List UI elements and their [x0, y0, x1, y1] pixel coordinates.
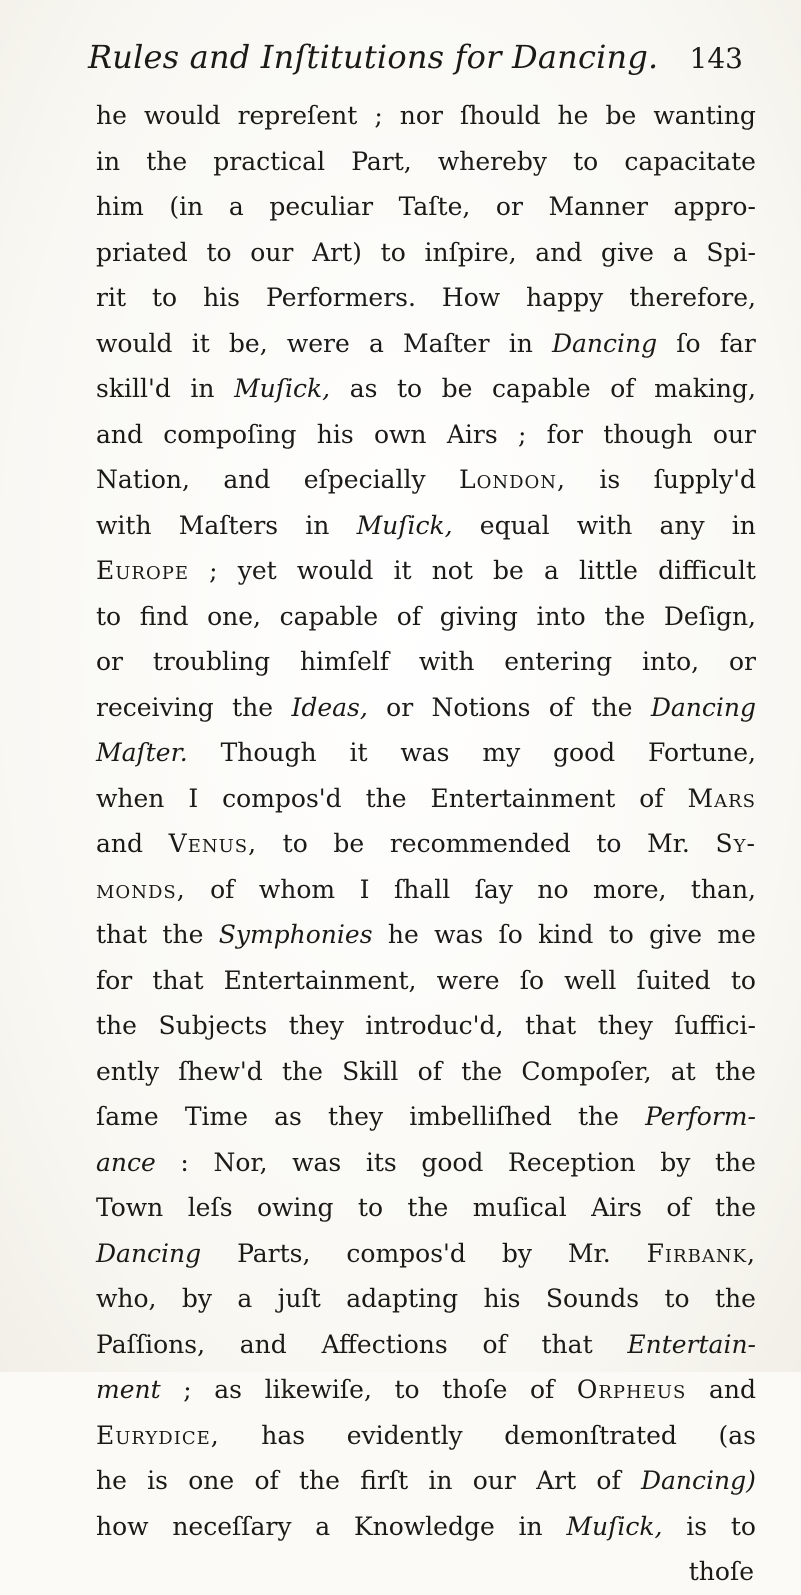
text-line: in the practical Part, whereby to capacitate	[96, 146, 756, 176]
text-line: Paſſions, and Affections of that Entertain-	[96, 1329, 756, 1359]
text-line: Dancing Parts, compos'd by Mr. Firbank,	[96, 1238, 756, 1268]
text-line: the Subjects they introduc'd, that they ſuffici-	[96, 1011, 756, 1040]
text-line: with Maſters in Muſick, equal with any in	[96, 510, 756, 540]
running-head	[88, 38, 743, 88]
text-line: to find one, capable of giving into the Deſign,	[96, 601, 756, 631]
text-line: Europe ; yet would it not be a little difficult	[96, 556, 756, 585]
text-line: ment ; as likewiſe, to thoſe of Orpheus and	[96, 1375, 756, 1404]
text-line: who, by a juſt adapting his Sounds to the	[96, 1284, 756, 1313]
catchword: thoſe	[688, 1557, 754, 1586]
text-line: he is one of the firſt in our Art of Dancing)	[96, 1466, 756, 1495]
text-line: when I compos'd the Entertainment of Mars	[96, 783, 756, 813]
text-line: would it be, were a Maſter in Dancing ſo far	[96, 328, 756, 358]
text-line: him (in a peculiar Taſte, or Manner appro-	[96, 192, 756, 221]
text-line: receiving the Ideas, or Notions of the Dancing	[96, 692, 756, 722]
text-line: skill'd in Muſick, as to be capable of making,	[96, 374, 756, 403]
text-line: monds, of whom I ſhall ſay no more, than,	[96, 874, 756, 904]
text-line: ance : Nor, was its good Reception by the	[96, 1147, 756, 1177]
text-line: rit to his Performers. How happy therefore,	[96, 283, 756, 312]
text-line: Eurydice, has evidently demonſtrated (as	[96, 1420, 756, 1450]
text-line: or troubling himſelf with entering into, or	[96, 647, 756, 676]
text-line: that the Symphonies he was ſo kind to give me	[96, 920, 756, 949]
text-line: ently ſhew'd the Skill of the Compoſer, at the	[96, 1056, 756, 1086]
text-line: for that Entertainment, were ſo well ſuited to	[96, 965, 756, 995]
text-line: how neceſſary a Knowledge in Muſick, is to	[96, 1511, 756, 1541]
body-text	[96, 93, 756, 1595]
text-line: and compoſing his own Airs ; for though our	[96, 419, 756, 449]
text-line: Nation, and eſpecially London, is ſupply'd	[96, 465, 756, 494]
text-line: he would repreſent ; nor ſhould he be wanting	[96, 101, 756, 130]
page-number: 143	[689, 42, 743, 75]
text-line: Town leſs owing to the muſical Airs of the	[96, 1193, 756, 1222]
text-line: ſame Time as they imbelliſhed the Perform-	[96, 1102, 756, 1131]
text-line: priated to our Art) to inſpire, and give a Spi-	[96, 237, 756, 267]
text-line: and Venus, to be recommended to Mr. Sy-	[96, 829, 756, 858]
running-title: Rules and Inſtitutions for Dancing.	[88, 38, 659, 76]
text-line: Maſter. Though it was my good Fortune,	[96, 738, 756, 767]
